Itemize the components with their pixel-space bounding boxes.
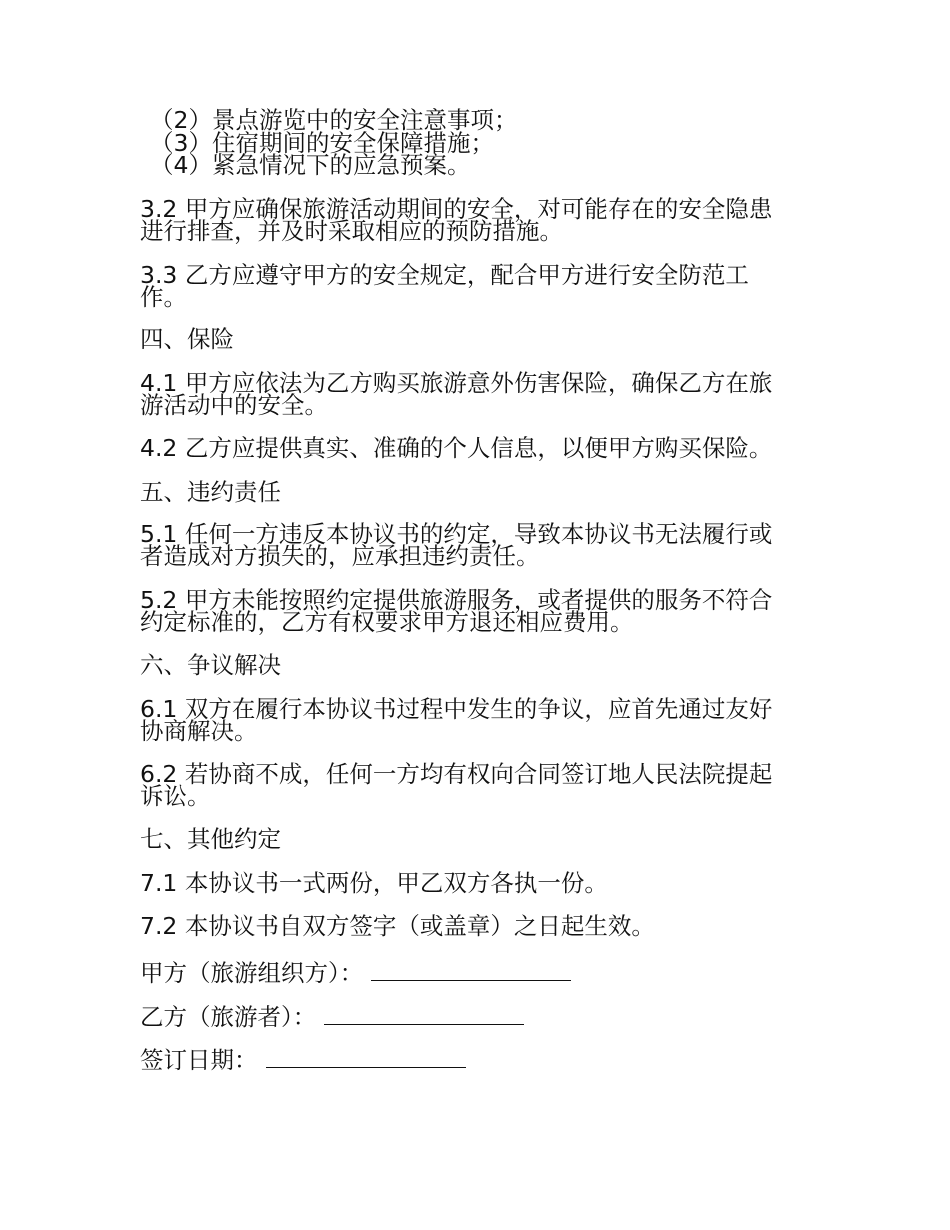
clause-6-2-line1: 6.2 若协商不成，任何一方均有权向合同签订地人民法院提起 (140, 760, 773, 788)
clause-4-2: 4.2 乙方应提供真实、准确的个人信息，以便甲方购买保险。 (140, 434, 773, 462)
party-a-signature-row (140, 958, 571, 985)
clause-6-1-line2: 协商解决。 (140, 717, 258, 745)
clause-4-1-line2: 游活动中的安全。 (140, 391, 328, 419)
list-item: （2）景点游览中的安全注意事项； (150, 106, 518, 134)
party-a-signature-blank (371, 958, 571, 981)
clause-3-2-line1: 3.2 甲方应确保旅游活动期间的安全，对可能存在的安全隐患 (140, 195, 773, 223)
list-item: （4）紧急情况下的应急预案。 (150, 151, 471, 179)
party-b-signature-row (140, 1002, 524, 1029)
clause-6-1-line1: 6.1 双方在履行本协议书过程中发生的争议，应首先通过友好 (140, 695, 773, 723)
date-blank (266, 1045, 466, 1068)
clause-6-2-line2: 诉讼。 (140, 782, 211, 810)
clause-5-1-line2: 者造成对方损失的，应承担违约责任。 (140, 542, 540, 570)
section-5-heading: 五、违约责任 (140, 478, 281, 506)
party-b-signature-blank (324, 1002, 524, 1025)
date-row (140, 1045, 466, 1072)
party-a-label: 甲方（旅游组织方）： (140, 959, 364, 987)
clause-3-3-line1: 3.3 乙方应遵守甲方的安全规定，配合甲方进行安全防范工 (140, 261, 749, 289)
clause-4-1-line1: 4.1 甲方应依法为乙方购买旅游意外伤害保险，确保乙方在旅 (140, 369, 773, 397)
clause-5-2-line1: 5.2 甲方未能按照约定提供旅游服务，或者提供的服务不符合 (140, 586, 773, 614)
section-4-heading: 四、保险 (140, 325, 234, 353)
list-item: （3）住宿期间的安全保障措施； (150, 129, 494, 157)
clause-5-2-line2: 约定标准的，乙方有权要求甲方退还相应费用。 (140, 608, 634, 636)
section-7-heading: 七、其他约定 (140, 825, 281, 853)
section-6-heading: 六、争议解决 (140, 651, 281, 679)
party-b-label: 乙方（旅游者）： (140, 1003, 317, 1031)
date-label: 签订日期： (140, 1046, 258, 1074)
clause-5-1-line1: 5.1 任何一方违反本协议书的约定，导致本协议书无法履行或 (140, 520, 773, 548)
clause-3-2-line2: 进行排查，并及时采取相应的预防措施。 (140, 217, 563, 245)
clause-7-1: 7.1 本协议书一式两份，甲乙双方各执一份。 (140, 869, 608, 897)
clause-7-2: 7.2 本协议书自双方签字（或盖章）之日起生效。 (140, 912, 655, 940)
clause-3-3-line2: 作。 (140, 283, 187, 311)
